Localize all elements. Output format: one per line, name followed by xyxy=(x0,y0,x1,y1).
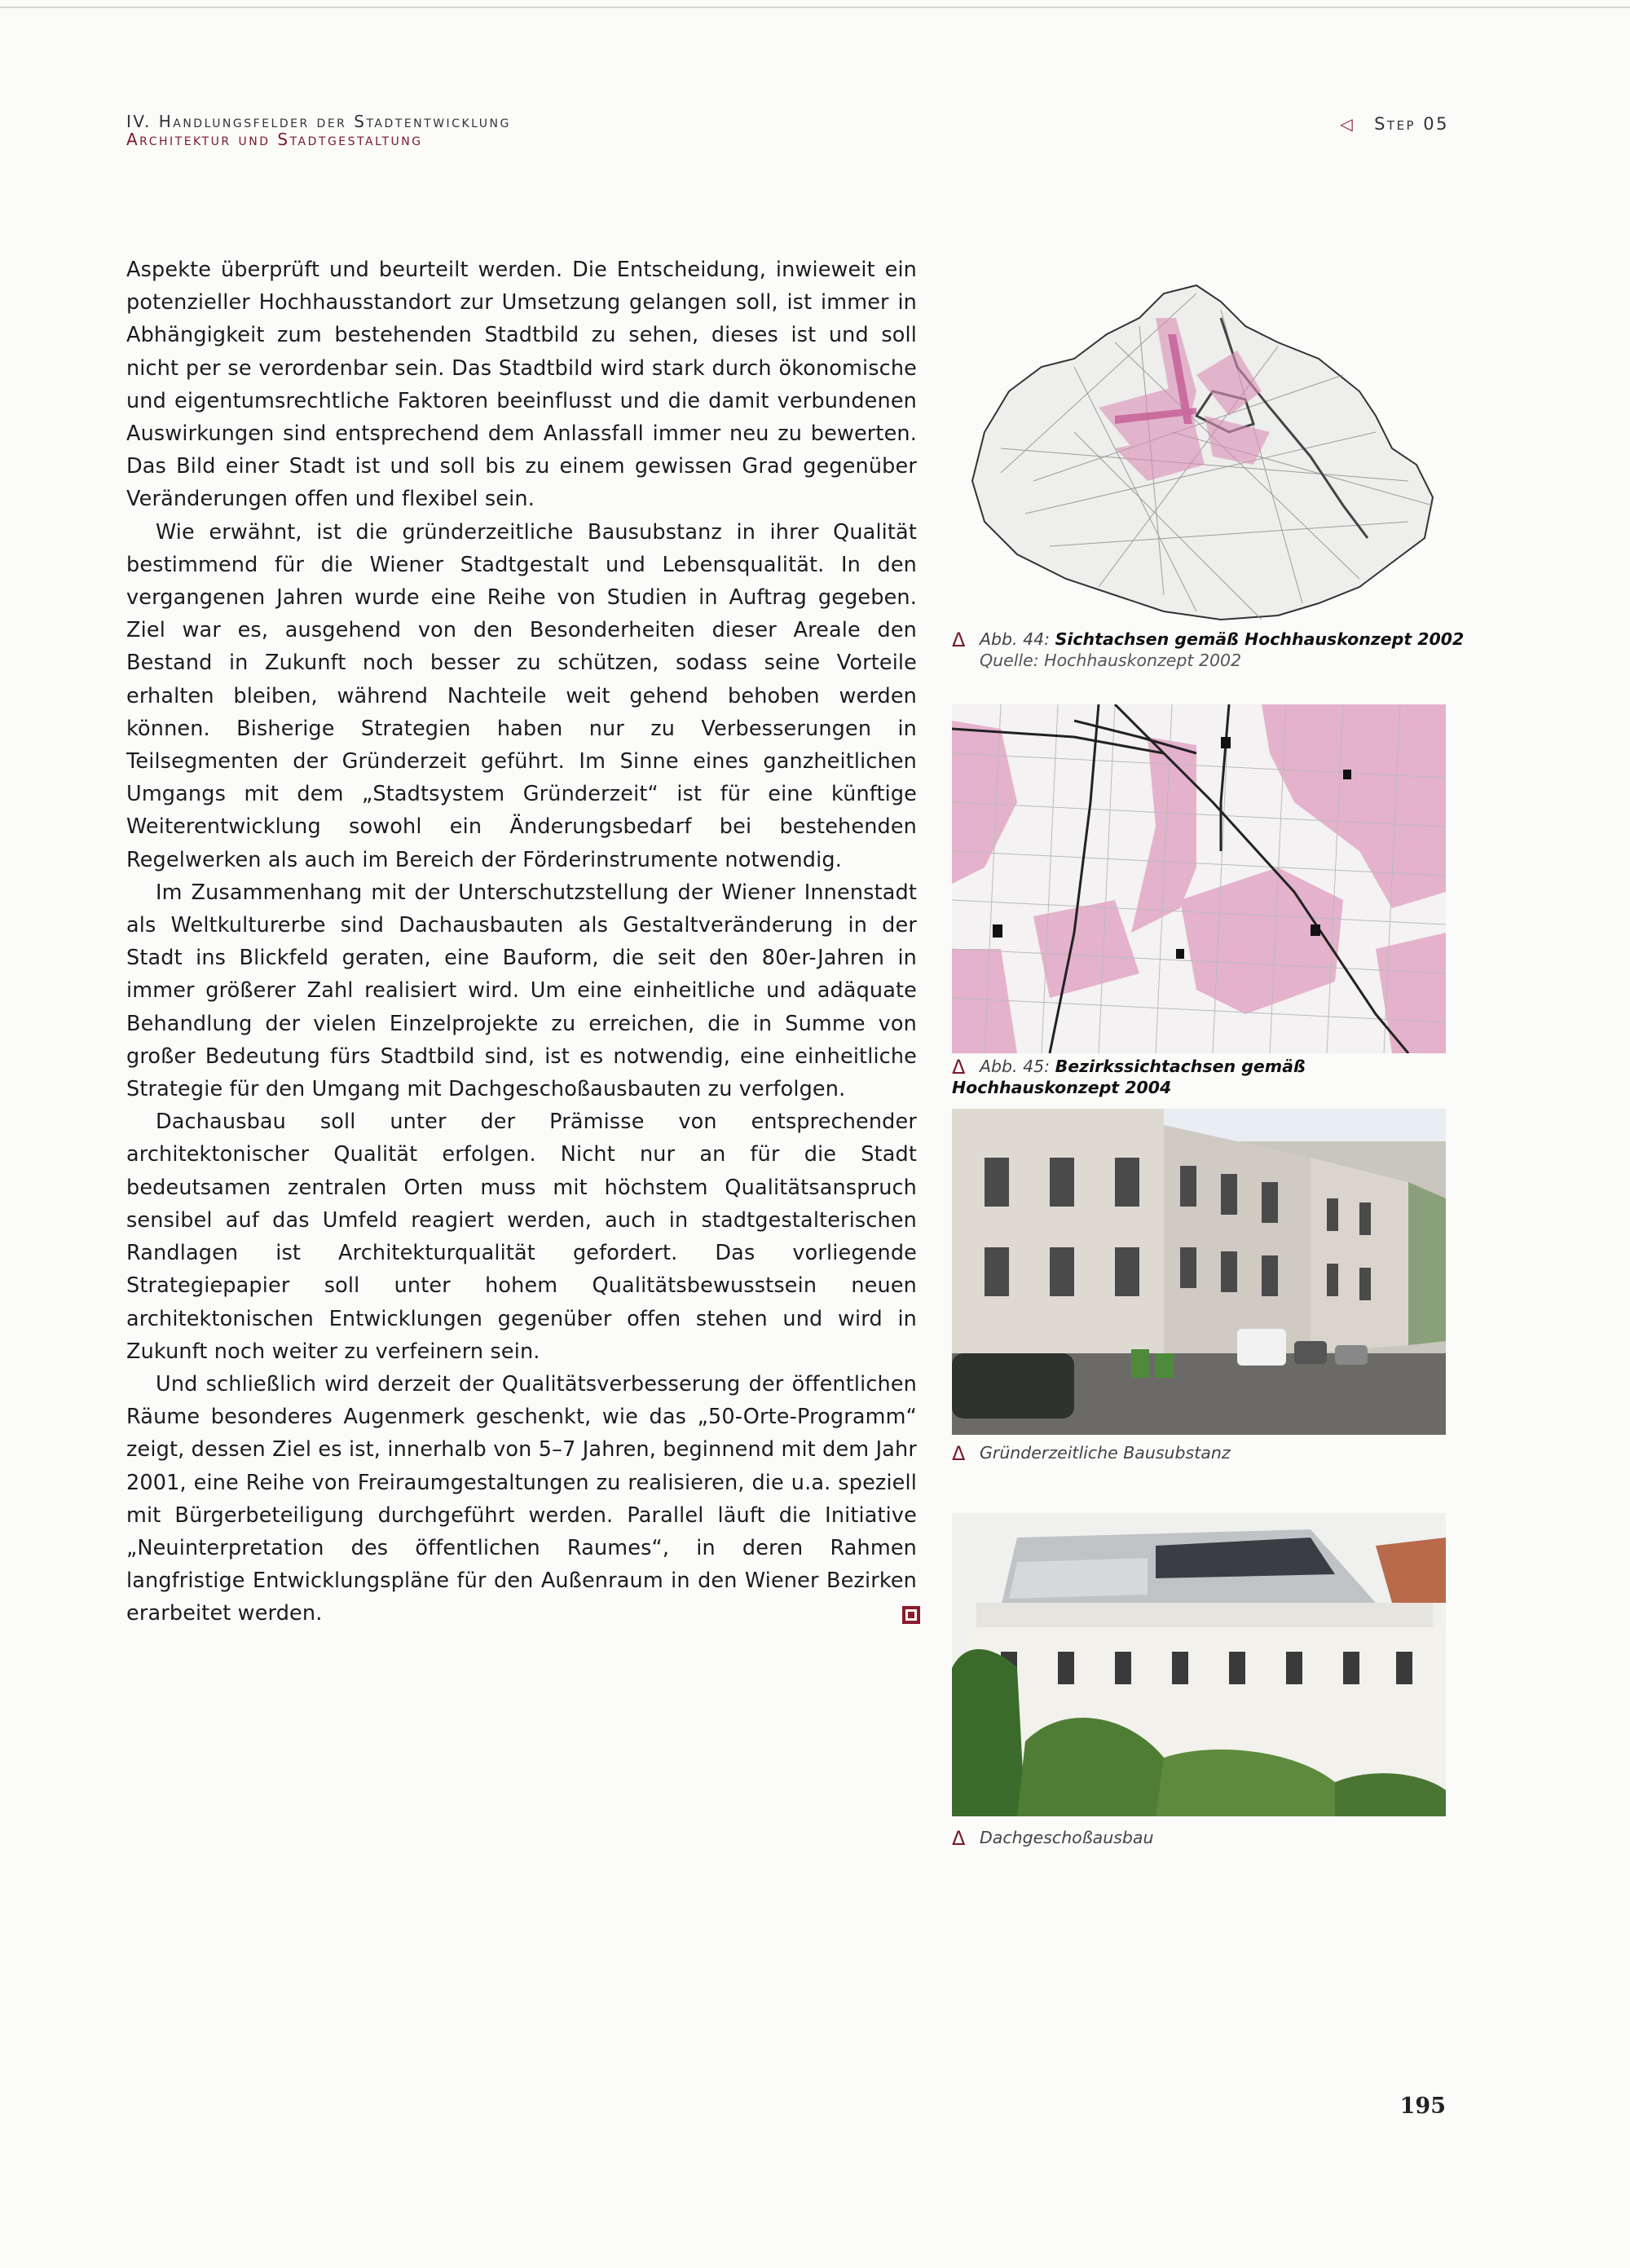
figure-44-caption: Δ Abb. 44: Sichtachsen gemäß Hochhauskonzept 2002 Quelle: Hochhauskonzept 2002 xyxy=(952,629,1465,670)
roof-extension-photo xyxy=(952,1513,1446,1816)
left-triangle-icon: ◁ xyxy=(1340,114,1355,134)
roof-photo-caption: Δ Dachgeschoßausbau xyxy=(952,1827,1154,1850)
step-label: Step 05 xyxy=(1374,114,1449,134)
district-sightlines-map xyxy=(952,704,1446,1053)
running-header xyxy=(126,113,860,148)
paragraph: Dachausbau soll unter der Prämisse von entsprechender architektonischer Qualität erfolgen. Nicht nur an für die Stadt bedeutsamen zentralen Orten muss mit höchstem Qualitätsanspruch sensibel auf das Umfeld reagiert werden, auch in stadtgestalterischen Randlagen ist Architekturqualität gefordert. Das vorliegende Strategiepapier soll unter hohem Qualitätsbewusstsein neuen architektonischen Entwicklungen gegenüber offen stehen und wird in Zukunft noch weiter zu verfeinern sein. xyxy=(126,1110,917,1364)
section-title: IV. Handlungsfelder der Stadtentwicklung xyxy=(126,112,511,131)
main-text-column xyxy=(126,254,917,1630)
end-of-article-icon xyxy=(902,1606,920,1624)
triangle-icon: Δ xyxy=(952,1442,966,1465)
paragraph: Aspekte überprüft und beurteilt werden. Die Entscheidung, inwieweit ein potenzieller Hochhausstandort zur Umsetzung gelangen soll, ist immer in Abhängigkeit zum bestehenden Stadtbild zu sehen, dieses ist und soll nicht per se verordenbar sein. Das Stadtbild wird stark durch ökonomische und eigentumsrechtliche Faktoren beeinflusst und die damit verbundenen Auswirkungen sind entsprechend dem Anlassfall immer neu zu bewerten. Das Bild einer Stadt ist und soll bis zu einem gewissen Grad gegenüber Veränderungen offen und flexibel sein. xyxy=(126,258,917,512)
vienna-sightlines-map xyxy=(952,269,1446,628)
triangle-icon: Δ xyxy=(952,1056,966,1079)
triangle-icon: Δ xyxy=(952,1827,966,1850)
street-photo xyxy=(952,1109,1446,1435)
triangle-icon: Δ xyxy=(952,629,966,651)
top-border-line xyxy=(0,7,1630,8)
figure-45-caption: Δ Abb. 45: Bezirkssichtachsen gemäß Hochhauskonzept 2004 xyxy=(952,1056,1306,1097)
paragraph: Wie erwähnt, ist die gründerzeitliche Bausubstanz in ihrer Qualität bestimmend für die Wiener Stadtgestalt und Lebensqualität. In den vergangenen Jahren wurde eine Reihe von Studien in Auftrag gegeben. Ziel war es, ausgehend von den Besonderheiten dieser Areale den Bestand in Zukunft noch besser zu schützen, sodass seine Vorteile erhalten bleiben, während Nachteile weit gehend behoben werden können. Bisherige Strategien haben nur zu Verbesserungen in Teilsegmenten der Gründerzeit geführt. Im Sinne eines ganzheitlichen Umgangs mit dem „Stadtsystem Gründerzeit“ ist für eine künftige Weiterentwicklung sowohl ein Änderungsbedarf bei bestehenden Regelwerken als auch im Bereich der Förderinstrumente notwendig. xyxy=(126,519,917,872)
step-indicator xyxy=(1340,114,1449,134)
paragraph: Im Zusammenhang mit der Unterschutzstellung der Wiener Innenstadt als Weltkulturerbe sind Dachausbauten als Gestaltveränderung in der Stadt ins Blickfeld geraten, eine Bauform, die seit den 80er-Jahren in immer größerer Zahl realisiert wird. Um eine einheitliche und adäquate Behandlung der vielen Einzelprojekte zu erreichen, die in Summe von großer Bedeutung fürs Stadtbild sind, ist es notwendig, eine einheitliche Strategie für den Umgang mit Dachgeschoßausbauten zu verfolgen. xyxy=(126,880,917,1102)
street-photo-caption: Δ Gründerzeitliche Bausubstanz xyxy=(952,1442,1231,1465)
subsection-title: Architektur und Stadtgestaltung xyxy=(126,130,423,149)
paragraph: Und schließlich wird derzeit der Qualitätsverbesserung der öffentlichen Räume besonderes Augenmerk geschenkt, wie das „50-Orte-Programm“ zeigt, dessen Ziel es ist, innerhalb von 5–7 Jahren, beginnend mit dem Jahr 2001, eine Reihe von Freiraumgestaltungen zu realisieren, die u.a. speziell mit Bürgerbeteiligung durchgeführt werden. Parallel läuft die Initiative „Neuinterpretation des öffentlichen Raumes“, in deren Rahmen langfristige Entwicklungspläne für den Außenraum in den Wiener Bezirken erarbeitet werden. xyxy=(126,1371,917,1626)
page-number: 195 xyxy=(1399,2094,1446,2119)
